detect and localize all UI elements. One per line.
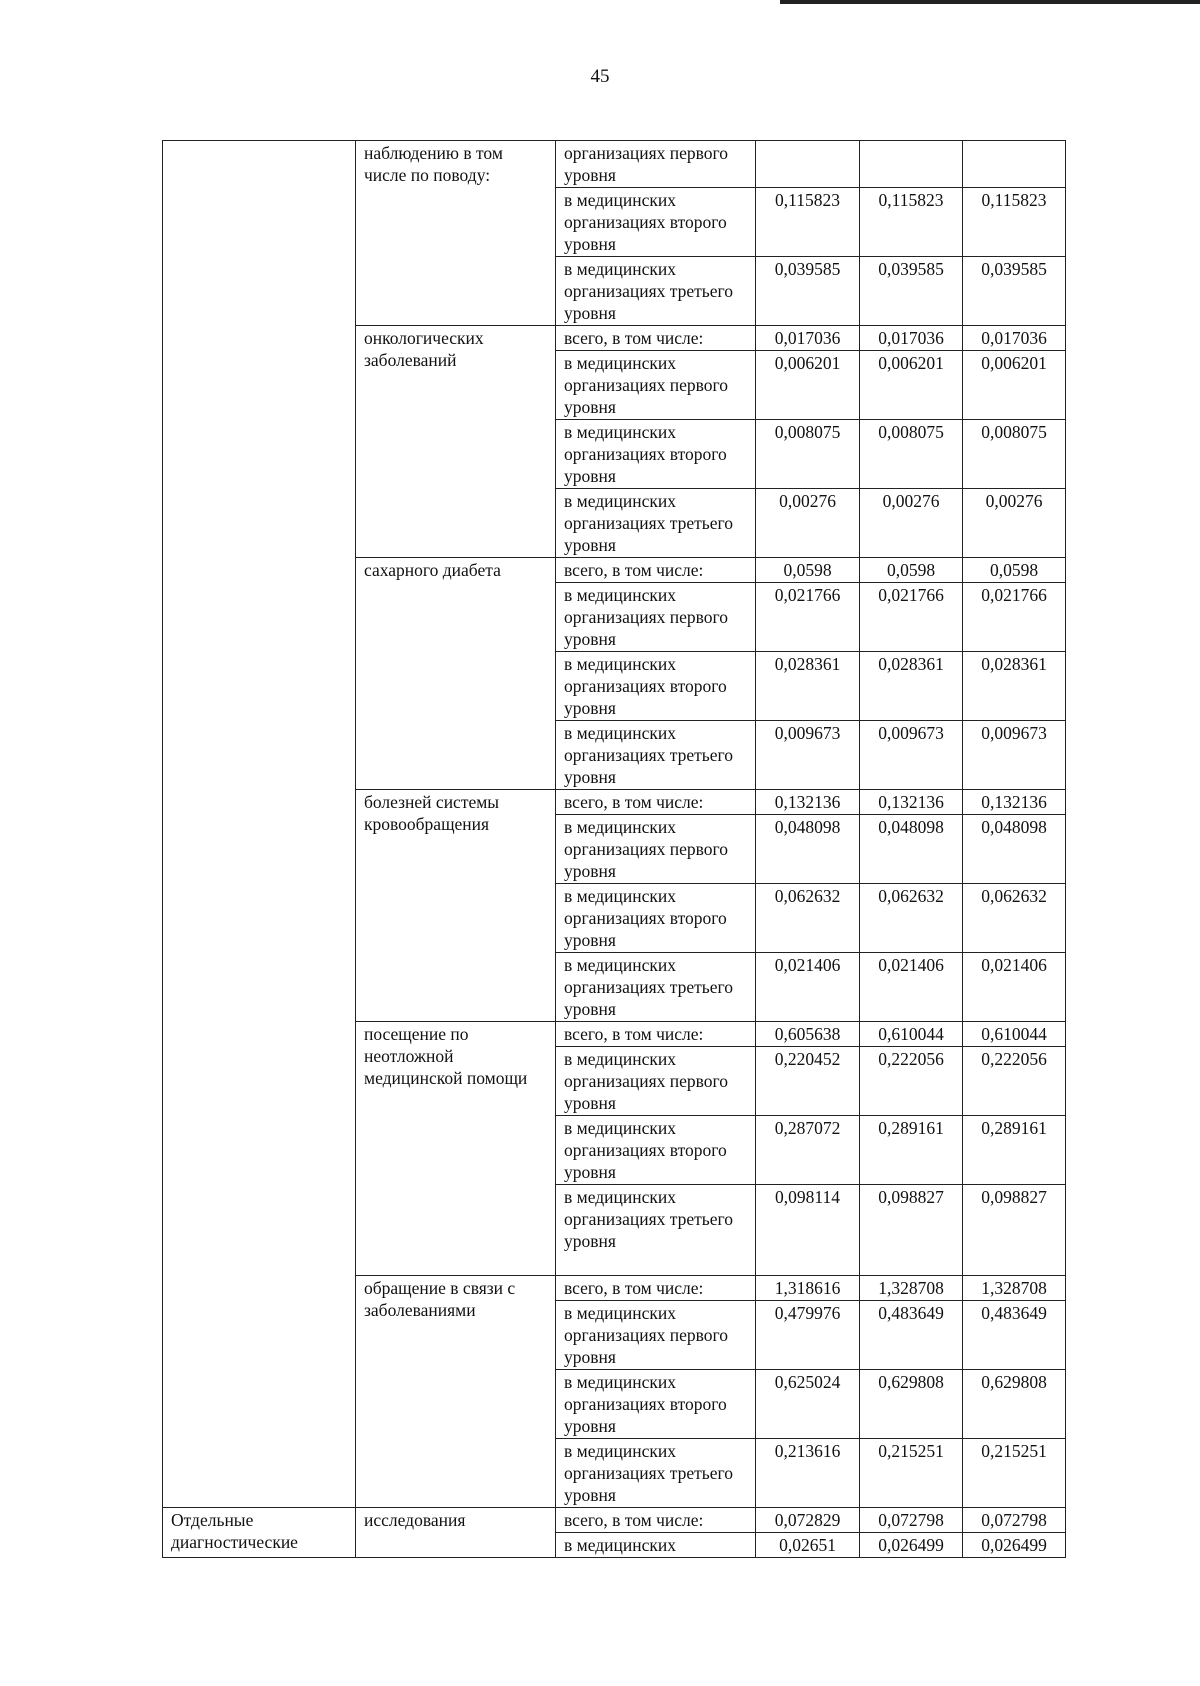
value-cell: 0,039585	[963, 257, 1066, 326]
level-cell: в медицинских организациях третьего уровня	[556, 1185, 756, 1276]
value-cell: 0,008075	[756, 420, 860, 489]
top-edge-line	[780, 0, 1200, 4]
value-cell: 0,062632	[963, 884, 1066, 953]
value-cell: 0,610044	[860, 1022, 963, 1047]
value-cell: 0,115823	[963, 188, 1066, 257]
value-cell: 0,222056	[963, 1047, 1066, 1116]
level-cell: всего, в том числе:	[556, 1276, 756, 1301]
value-cell: 0,072798	[963, 1508, 1066, 1533]
value-cell: 0,115823	[756, 188, 860, 257]
value-cell: 0,00276	[860, 489, 963, 558]
value-cell: 0,0598	[756, 558, 860, 583]
value-cell: 0,008075	[860, 420, 963, 489]
value-cell: 0,0598	[860, 558, 963, 583]
value-cell: 0,132136	[963, 790, 1066, 815]
level-cell: в медицинских организациях первого уровня	[556, 583, 756, 652]
value-cell	[756, 141, 860, 188]
value-cell: 0,021766	[963, 583, 1066, 652]
value-cell: 0,629808	[963, 1370, 1066, 1439]
level-cell: всего, в том числе:	[556, 558, 756, 583]
value-cell: 1,328708	[860, 1276, 963, 1301]
level-cell: в медицинских организациях второго уровня	[556, 884, 756, 953]
value-cell: 0,483649	[963, 1301, 1066, 1370]
value-cell: 0,215251	[860, 1439, 963, 1508]
level-cell: в медицинских организациях третьего уровня	[556, 489, 756, 558]
value-cell: 0,132136	[860, 790, 963, 815]
subcategory-cell: онкологических заболеваний	[356, 326, 556, 558]
value-cell: 0,098114	[756, 1185, 860, 1276]
value-cell: 0,215251	[963, 1439, 1066, 1508]
value-cell: 0,006201	[756, 351, 860, 420]
norms-table	[162, 140, 1066, 1558]
value-cell: 0,039585	[860, 257, 963, 326]
value-cell: 0,028361	[756, 652, 860, 721]
value-cell: 0,629808	[860, 1370, 963, 1439]
value-cell: 0,017036	[963, 326, 1066, 351]
level-cell: организациях первого уровня	[556, 141, 756, 188]
value-cell: 0,006201	[860, 351, 963, 420]
category-cell: Отдельные диагностические	[163, 1508, 356, 1558]
value-cell: 0,220452	[756, 1047, 860, 1116]
page-number: 45	[590, 66, 610, 87]
value-cell: 0,115823	[860, 188, 963, 257]
value-cell: 0,008075	[963, 420, 1066, 489]
value-cell: 0,062632	[756, 884, 860, 953]
value-cell: 0,009673	[756, 721, 860, 790]
value-cell: 0,222056	[860, 1047, 963, 1116]
value-cell: 0,072829	[756, 1508, 860, 1533]
subcategory-cell: посещение по неотложной медицинской помощи	[356, 1022, 556, 1276]
value-cell: 0,048098	[860, 815, 963, 884]
value-cell: 0,028361	[963, 652, 1066, 721]
table-row	[163, 1508, 1066, 1533]
subcategory-cell: сахарного диабета	[356, 558, 556, 790]
level-cell: всего, в том числе:	[556, 326, 756, 351]
value-cell: 0,048098	[963, 815, 1066, 884]
value-cell	[860, 141, 963, 188]
value-cell: 0,017036	[756, 326, 860, 351]
level-cell: всего, в том числе:	[556, 1022, 756, 1047]
level-cell: в медицинских организациях второго уровня	[556, 420, 756, 489]
value-cell: 0,289161	[860, 1116, 963, 1185]
value-cell: 0,048098	[756, 815, 860, 884]
category-cell	[163, 141, 356, 1508]
value-cell: 0,026499	[963, 1533, 1066, 1558]
value-cell: 0,098827	[963, 1185, 1066, 1276]
level-cell: в медицинских организациях первого уровня	[556, 1047, 756, 1116]
level-cell: в медицинских организациях второго уровня	[556, 1370, 756, 1439]
value-cell: 0,026499	[860, 1533, 963, 1558]
subcategory-cell: обращение в связи с заболеваниями	[356, 1276, 556, 1508]
value-cell: 0,213616	[756, 1439, 860, 1508]
value-cell: 0,062632	[860, 884, 963, 953]
value-cell: 0,610044	[963, 1022, 1066, 1047]
subcategory-cell: исследования	[356, 1508, 556, 1558]
level-cell: в медицинских организациях второго уровня	[556, 1116, 756, 1185]
level-cell: в медицинских организациях второго уровня	[556, 188, 756, 257]
level-cell: в медицинских организациях первого уровня	[556, 351, 756, 420]
level-cell: в медицинских организациях третьего уровня	[556, 721, 756, 790]
value-cell: 1,318616	[756, 1276, 860, 1301]
value-cell: 1,328708	[963, 1276, 1066, 1301]
level-cell: в медицинских организациях третьего уровня	[556, 1439, 756, 1508]
value-cell: 0,021766	[756, 583, 860, 652]
value-cell: 0,289161	[963, 1116, 1066, 1185]
value-cell: 0,00276	[756, 489, 860, 558]
level-cell: в медицинских	[556, 1533, 756, 1558]
subcategory-cell: болезней системы кровообращения	[356, 790, 556, 1022]
level-cell: в медицинских организациях третьего уровня	[556, 953, 756, 1022]
value-cell: 0,00276	[963, 489, 1066, 558]
level-cell: в медицинских организациях первого уровня	[556, 1301, 756, 1370]
table-row	[163, 141, 1066, 188]
value-cell	[963, 141, 1066, 188]
value-cell: 0,021406	[756, 953, 860, 1022]
level-cell: в медицинских организациях третьего уровня	[556, 257, 756, 326]
value-cell: 0,605638	[756, 1022, 860, 1047]
level-cell: всего, в том числе:	[556, 1508, 756, 1533]
value-cell: 0,098827	[860, 1185, 963, 1276]
value-cell: 0,02651	[756, 1533, 860, 1558]
value-cell: 0,009673	[963, 721, 1066, 790]
value-cell: 0,287072	[756, 1116, 860, 1185]
level-cell: в медицинских организациях первого уровня	[556, 815, 756, 884]
value-cell: 0,028361	[860, 652, 963, 721]
value-cell: 0,479976	[756, 1301, 860, 1370]
value-cell: 0,006201	[963, 351, 1066, 420]
level-cell: в медицинских организациях второго уровня	[556, 652, 756, 721]
value-cell: 0,021406	[963, 953, 1066, 1022]
value-cell: 0,017036	[860, 326, 963, 351]
level-cell: всего, в том числе:	[556, 790, 756, 815]
subcategory-cell: наблюдению в том числе по поводу:	[356, 141, 556, 326]
value-cell: 0,132136	[756, 790, 860, 815]
value-cell: 0,625024	[756, 1370, 860, 1439]
value-cell: 0,021766	[860, 583, 963, 652]
value-cell: 0,483649	[860, 1301, 963, 1370]
value-cell: 0,0598	[963, 558, 1066, 583]
value-cell: 0,072798	[860, 1508, 963, 1533]
value-cell: 0,039585	[756, 257, 860, 326]
value-cell: 0,009673	[860, 721, 963, 790]
value-cell: 0,021406	[860, 953, 963, 1022]
